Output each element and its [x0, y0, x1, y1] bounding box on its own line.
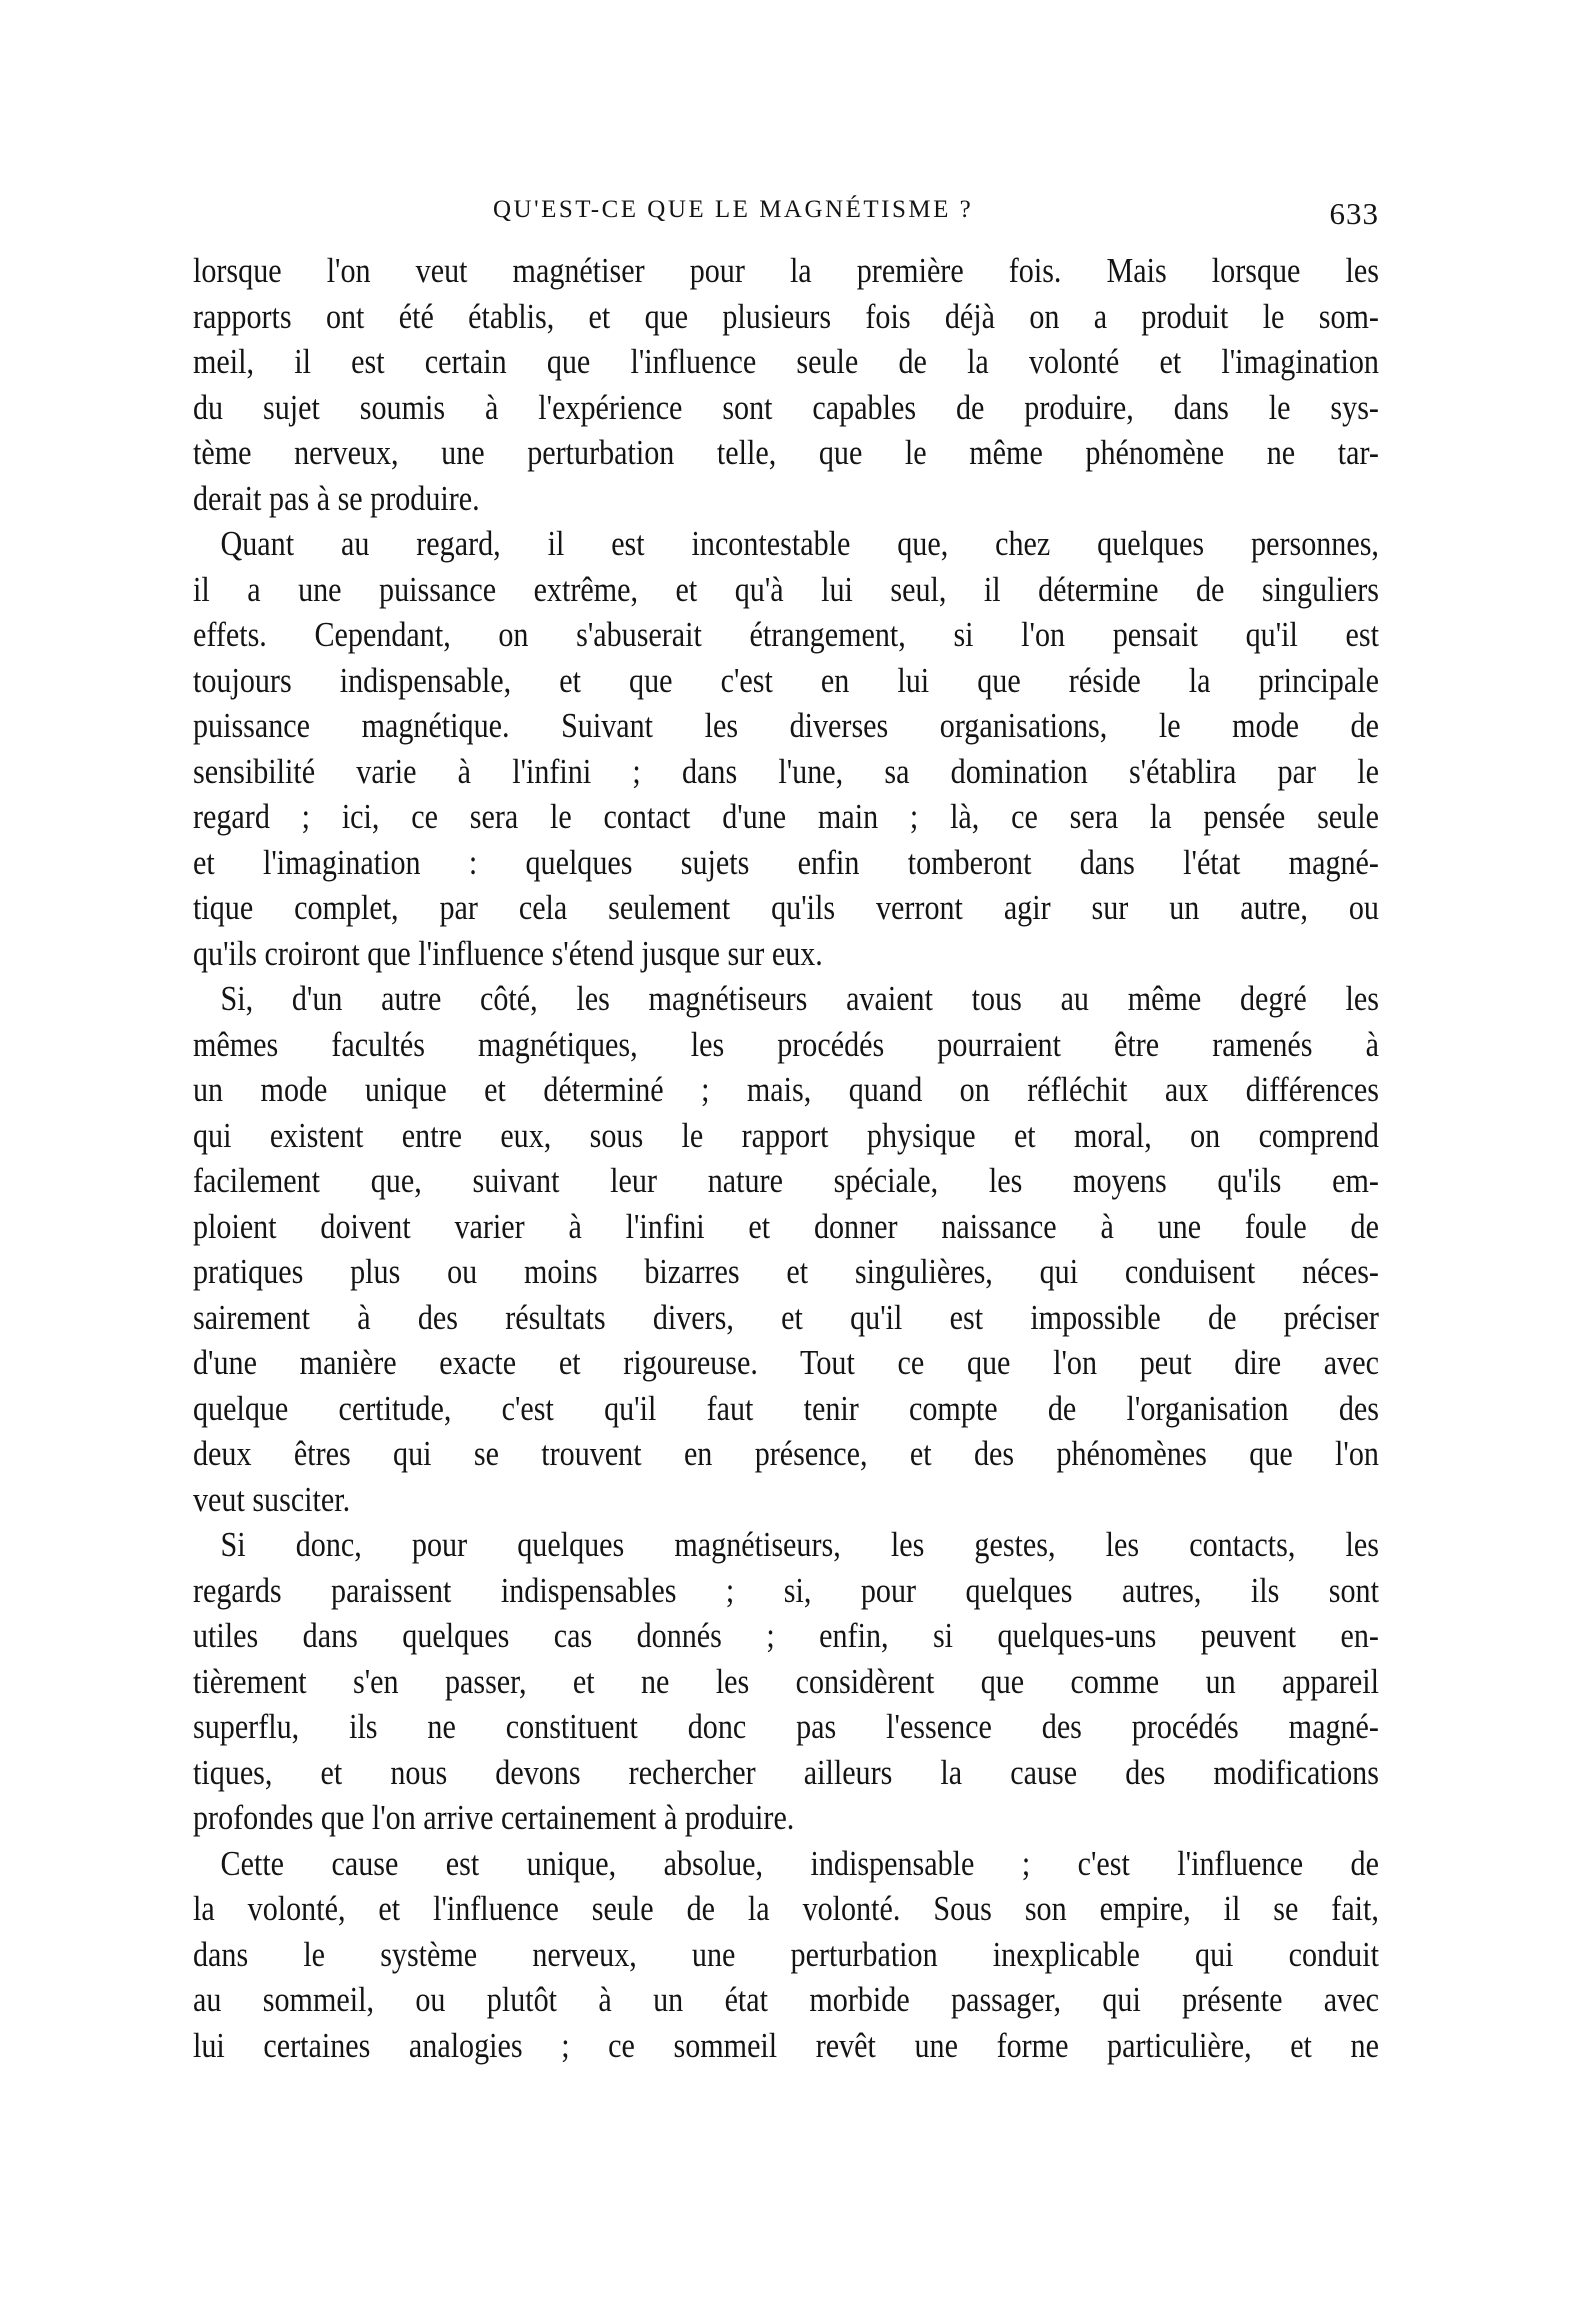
text-line: du sujet soumis à l'expérience sont capables de produire, dans le sys-: [193, 387, 1379, 427]
text-line: utiles dans quelques cas donnés ; enfin, si quelques-uns peuvent en-: [193, 1616, 1379, 1655]
text-line: derait pas à se produire.: [193, 478, 480, 518]
paragraph-4: [193, 1522, 1379, 1841]
text-line: mêmes facultés magnétiques, les procédés pourraient être ramenés à: [193, 1024, 1379, 1064]
paragraph-1: [193, 248, 1379, 521]
text-line: lorsque l'on veut magnétiser pour la première fois. Mais lorsque les: [193, 251, 1379, 290]
text-line: sensibilité varie à l'infini ; dans l'une, sa domination s'établira par le: [193, 751, 1379, 791]
text-line: qui existent entre eux, sous le rapport physique et moral, on comprend: [193, 1115, 1379, 1155]
text-line: sairement à des résultats divers, et qu'il est impossible de préciser: [193, 1297, 1379, 1337]
text-line: qu'ils croiront que l'influence s'étend jusque sur eux.: [193, 933, 823, 973]
paragraph-3: [193, 976, 1379, 1522]
text-line: il a une puissance extrême, et qu'à lui seul, il détermine de singuliers: [193, 569, 1379, 609]
text-line: meil, il est certain que l'influence seule de la volonté et l'imagination: [193, 342, 1379, 381]
text-line: Si, d'un autre côté, les magnétiseurs avaient tous au même degré les: [220, 979, 1379, 1018]
running-title: QU'EST-CE QUE LE MAGNÉTISME ?: [493, 196, 974, 223]
text-line: regard ; ici, ce sera le contact d'une main ; là, ce sera la pensée seule: [193, 797, 1379, 836]
text-line: tique complet, par cela seulement qu'ils verront agir sur un autre, ou: [193, 888, 1379, 927]
text-line: superflu, ils ne constituent donc pas l'essence des procédés magné-: [193, 1707, 1379, 1746]
text-line: veut susciter.: [193, 1479, 351, 1519]
text-line: lui certaines analogies ; ce sommeil revêt une forme particulière, et ne: [193, 2025, 1379, 2065]
text-line: effets. Cependant, on s'abuserait étrangement, si l'on pensait qu'il est: [193, 615, 1379, 654]
text-line: pratiques plus ou moins bizarres et singulières, qui conduisent néces-: [193, 1252, 1379, 1291]
text-line: tièrement s'en passer, et ne les considèrent que comme un appareil: [193, 1661, 1379, 1701]
text-line: au sommeil, ou plutôt à un état morbide passager, qui présente avec: [193, 1980, 1379, 2019]
running-header: [193, 196, 1379, 236]
text-line: deux êtres qui se trouvent en présence, et des phénomènes que l'on: [193, 1434, 1379, 1473]
text-line: regards paraissent indispensables ; si, pour quelques autres, ils sont: [193, 1570, 1379, 1610]
text-line: quelque certitude, c'est qu'il faut tenir compte de l'organisation des: [193, 1388, 1379, 1428]
text-line: toujours indispensable, et que c'est en lui que réside la principale: [193, 660, 1379, 700]
text-line: tème nerveux, une perturbation telle, que le même phénomène ne tar-: [193, 433, 1379, 472]
text-line: profondes que l'on arrive certainement à produire.: [193, 1798, 795, 1837]
text-line: Si donc, pour quelques magnétiseurs, les gestes, les contacts, les: [220, 1525, 1379, 1564]
text-line: puissance magnétique. Suivant les diverses organisations, le mode de: [193, 706, 1379, 745]
page-number: 633: [1329, 196, 1379, 231]
text-line: ploient doivent varier à l'infini et donner naissance à une foule de: [193, 1206, 1379, 1246]
paragraph-2: [193, 521, 1379, 976]
text-line: et l'imagination : quelques sujets enfin tomberont dans l'état magné-: [193, 842, 1379, 882]
text-line: d'une manière exacte et rigoureuse. Tout ce que l'on peut dire avec: [193, 1343, 1379, 1382]
paragraph-5: [193, 1841, 1379, 2069]
text-line: facilement que, suivant leur nature spéciale, les moyens qu'ils em-: [193, 1161, 1379, 1200]
text-line: un mode unique et déterminé ; mais, quand on réfléchit aux différences: [193, 1070, 1379, 1109]
text-line: tiques, et nous devons rechercher ailleurs la cause des modifications: [193, 1752, 1379, 1792]
text-line: rapports ont été établis, et que plusieurs fois déjà on a produit le som-: [193, 296, 1379, 336]
text-line: Cette cause est unique, absolue, indispensable ; c'est l'influence de: [220, 1843, 1379, 1883]
text-line: dans le système nerveux, une perturbation inexplicable qui conduit: [193, 1934, 1379, 1974]
text-line: Quant au regard, il est incontestable que, chez quelques personnes,: [220, 524, 1379, 563]
body-text: [193, 248, 1379, 2068]
text-line: la volonté, et l'influence seule de la volonté. Sous son empire, il se fait,: [193, 1889, 1379, 1928]
